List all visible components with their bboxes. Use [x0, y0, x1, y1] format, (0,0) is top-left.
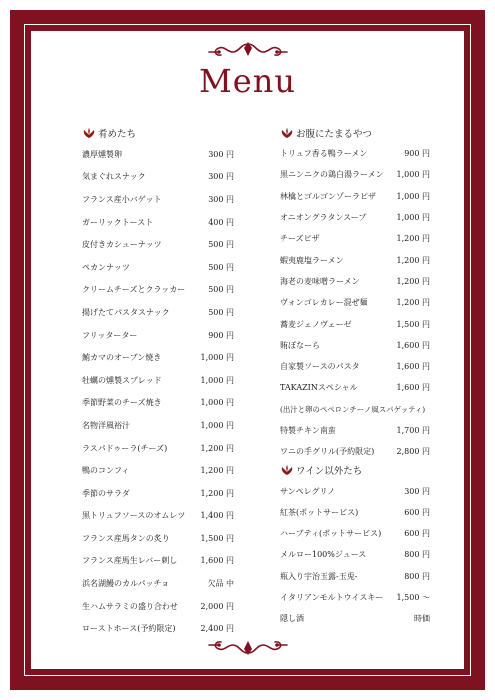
menu-item: [280, 292, 430, 313]
menu-item-price: 1,200 円: [396, 234, 430, 244]
menu-item-price: 900 円: [404, 149, 430, 159]
menu-item: [82, 279, 234, 302]
menu-item: [280, 186, 430, 207]
menu-item: [280, 480, 430, 501]
menu-item: [280, 207, 430, 228]
menu-item: [280, 313, 430, 334]
menu-item: [280, 249, 430, 270]
menu-item-name: オニオングラタンスープ: [280, 213, 367, 223]
menu-item-name: 皮付きカシューナッツ: [82, 240, 162, 250]
menu-item-price: 600 円: [404, 507, 430, 517]
menu-list: [280, 143, 430, 399]
menu-item-price: 500 円: [208, 262, 234, 272]
menu-item-price: 300 円: [404, 486, 430, 496]
menu-item-name: 瓶入り宇治玉露-玉兎-: [280, 571, 358, 581]
menu-item: [280, 441, 430, 462]
flourish-ornament-icon: [0, 40, 495, 62]
menu-item-price: 2,800 円: [396, 447, 430, 457]
menu-item-name: サンペレグリノ: [280, 486, 336, 496]
menu-item-name: 自家製ソースのパスタ: [280, 362, 360, 372]
section-heading: [280, 125, 430, 141]
menu-item-price: 1,600 円: [396, 362, 430, 372]
section-title: お腹にたまるやつ: [296, 129, 373, 140]
menu-item-name: ローストホース(予約限定): [82, 624, 176, 634]
menu-item: [280, 566, 430, 587]
menu-item: [82, 256, 234, 279]
menu-item-name: 紅茶(ポットサービス): [280, 507, 359, 517]
menu-item: [82, 572, 234, 595]
menu-item-price: 900 円: [208, 330, 234, 340]
menu-item-name: 季節のサラダ: [82, 488, 130, 498]
menu-list: [82, 143, 234, 640]
left-column: [82, 125, 234, 640]
menu-item-name: 黒トリュフソースのオムレツ: [82, 511, 186, 521]
menu-item-price: 1,200 円: [396, 298, 430, 308]
menu-item-price: 500 円: [208, 307, 234, 317]
menu-item-price: 1,400 円: [200, 511, 234, 521]
menu-item: [280, 420, 430, 441]
menu-item: [280, 608, 430, 629]
menu-item-name: TAKAZINスペシャル: [280, 383, 358, 393]
menu-item: [280, 228, 430, 249]
menu-item: [82, 324, 234, 347]
menu-item: [280, 502, 430, 523]
menu-item-name: 蕎麦ジェノヴェーゼ: [280, 319, 352, 329]
menu-item-name: 鮪カマのオーブン焼き: [82, 353, 162, 363]
menu-item: [82, 505, 234, 528]
page-title: Menu: [199, 62, 296, 100]
menu-item: [280, 143, 430, 164]
menu-item-price: 1,500 円: [396, 319, 430, 329]
right-column: [280, 125, 430, 630]
menu-item-name: ハーブティ(ポットサービス): [280, 529, 382, 539]
menu-item: [82, 233, 234, 256]
menu-item-price: 300 円: [208, 194, 234, 204]
menu-item: [280, 335, 430, 356]
menu-item-price: 1,600 円: [200, 556, 234, 566]
section-heading: [280, 462, 430, 478]
menu-item-name: 特製チキン南蛮: [280, 426, 336, 435]
menu-item-price: 1,200 円: [200, 488, 234, 498]
menu-item-name: 揚げたてパスタスナック: [82, 307, 170, 317]
menu-item-price: 2,000 円: [200, 601, 234, 611]
menu-item-name: 季節野菜のチーズ焼き: [82, 398, 162, 408]
menu-item: [82, 527, 234, 550]
menu-item-name: フリッターター: [82, 330, 138, 340]
section-title: ワイン以外たち: [296, 466, 363, 478]
menu-item-name: 林檎とゴルゴンゾーラピザ: [280, 191, 376, 201]
menu-item-name: フランス産馬生レバー刺し: [82, 556, 178, 566]
menu-item-price: 1,000 円: [396, 213, 430, 223]
menu-item-name: 名物洋風裕汁: [82, 420, 130, 430]
menu-item-price: 1,200 円: [200, 443, 234, 453]
menu-item-price: 1,200 円: [396, 255, 430, 265]
menu-item-price: 1,700 円: [396, 426, 430, 435]
menu-item-name: 賄ぼなーら: [280, 340, 320, 350]
menu-item-name: 生ハムサラミの盛り合わせ: [82, 601, 178, 611]
menu-item: [82, 414, 234, 437]
menu-item: [82, 211, 234, 234]
menu-item-price: 1,500 〜: [396, 593, 430, 603]
flourish-ornament-icon: [0, 635, 495, 657]
menu-item-price: 400 円: [208, 217, 234, 227]
menu-item-price: 300 円: [208, 172, 234, 182]
leaf-icon: [280, 127, 294, 139]
menu-item-name: トリュフ香る鴨ラーメン: [280, 149, 368, 159]
menu-item: [280, 356, 430, 377]
menu-item-price: 1,200 円: [396, 276, 430, 286]
menu-item-name: ペカンナッツ: [82, 262, 130, 272]
menu-item-price: 1,000 円: [396, 170, 430, 180]
menu-item: [82, 346, 234, 369]
menu-item: [82, 595, 234, 618]
menu-item-price: 1,600 円: [396, 383, 430, 393]
menu-item-name: 牡蠣の燻製スプレッド: [82, 375, 162, 385]
menu-item-price: 1,000 円: [200, 398, 234, 408]
menu-item-name: ワニの手グリル(予約限定): [280, 447, 375, 457]
menu-item-name: 黒ニンニクの鶏白湯ラーメン: [280, 170, 384, 180]
menu-item-price: 欠品 中: [207, 579, 234, 589]
menu-item-name: 蝦夷鹿塩ラーメン: [280, 255, 344, 265]
menu-item-name: ガーリックトースト: [82, 217, 154, 227]
menu-item-price: 1,200 円: [200, 466, 234, 476]
menu-item: [82, 392, 234, 415]
menu-item-name: 浜名湖鰻のカルパッチョ: [82, 579, 170, 589]
menu-item-price: 500 円: [208, 240, 234, 250]
menu-item-name: クリームチーズとクラッカー: [82, 285, 186, 295]
menu-item: [82, 143, 234, 166]
menu-item-name: ラスパドゥーラ(チーズ): [82, 443, 168, 453]
menu-item: [280, 377, 430, 398]
menu-item-name: フランス産小バゲット: [82, 194, 162, 204]
menu-item-name: チーズピザ: [280, 234, 320, 244]
menu-item: [82, 166, 234, 189]
leaf-icon: [82, 127, 96, 139]
menu-item: [82, 437, 234, 460]
menu-item-price: 1,000 円: [200, 353, 234, 363]
menu-item: [82, 482, 234, 505]
menu-item-price: 1,600 円: [396, 340, 430, 350]
menu-item: [82, 459, 234, 482]
section-title: 肴めたち: [98, 129, 137, 140]
leaf-icon: [280, 464, 294, 476]
menu-item-name: ヴォンゴレカレー混ぜ麺: [280, 298, 368, 308]
menu-item: [82, 550, 234, 573]
menu-item-price: 1,000 円: [200, 375, 234, 385]
menu-item-price: 800 円: [404, 550, 430, 560]
menu-item-name: フランス産馬タンの炙り: [82, 533, 170, 543]
menu-item-name: 海老の麦味噌ラーメン: [280, 276, 360, 286]
menu-item-name: 濃厚燻製卵: [82, 149, 122, 159]
menu-list: [280, 480, 430, 629]
menu-item-price: 300 円: [208, 149, 234, 159]
menu-item: [280, 587, 430, 608]
menu-item: [280, 523, 430, 544]
menu-item-price: 500 円: [208, 285, 234, 295]
menu-item: [82, 188, 234, 211]
menu-item-price: 2,400 円: [200, 624, 234, 634]
menu-item: [280, 271, 430, 292]
menu-list: [280, 420, 430, 463]
menu-item: [280, 164, 430, 185]
menu-item-price: 1,500 円: [200, 533, 234, 543]
menu-item-price: 1,000 円: [396, 191, 430, 201]
menu-item-name: メルロー100%ジュース: [280, 550, 367, 560]
menu-item-name: 鴨のコンフィ: [82, 466, 130, 476]
menu-item-name: 気まぐれスナック: [82, 172, 146, 182]
menu-item-price: 800 円: [404, 571, 430, 581]
menu-item-note: (出汁と卵のペペロンチーノ風スパゲッティ): [280, 404, 426, 414]
menu-item-name: 隠し酒: [280, 614, 304, 624]
menu-item: [82, 301, 234, 324]
menu-item-name: イタリアンモルトウイスキー: [280, 593, 384, 603]
menu-item-price: 1,000 円: [200, 420, 234, 430]
menu-item: [82, 369, 234, 392]
menu-item: [280, 544, 430, 565]
menu-item-price: 600 円: [404, 529, 430, 539]
section-heading: [82, 125, 234, 141]
menu-item-price: 時価: [414, 614, 430, 624]
